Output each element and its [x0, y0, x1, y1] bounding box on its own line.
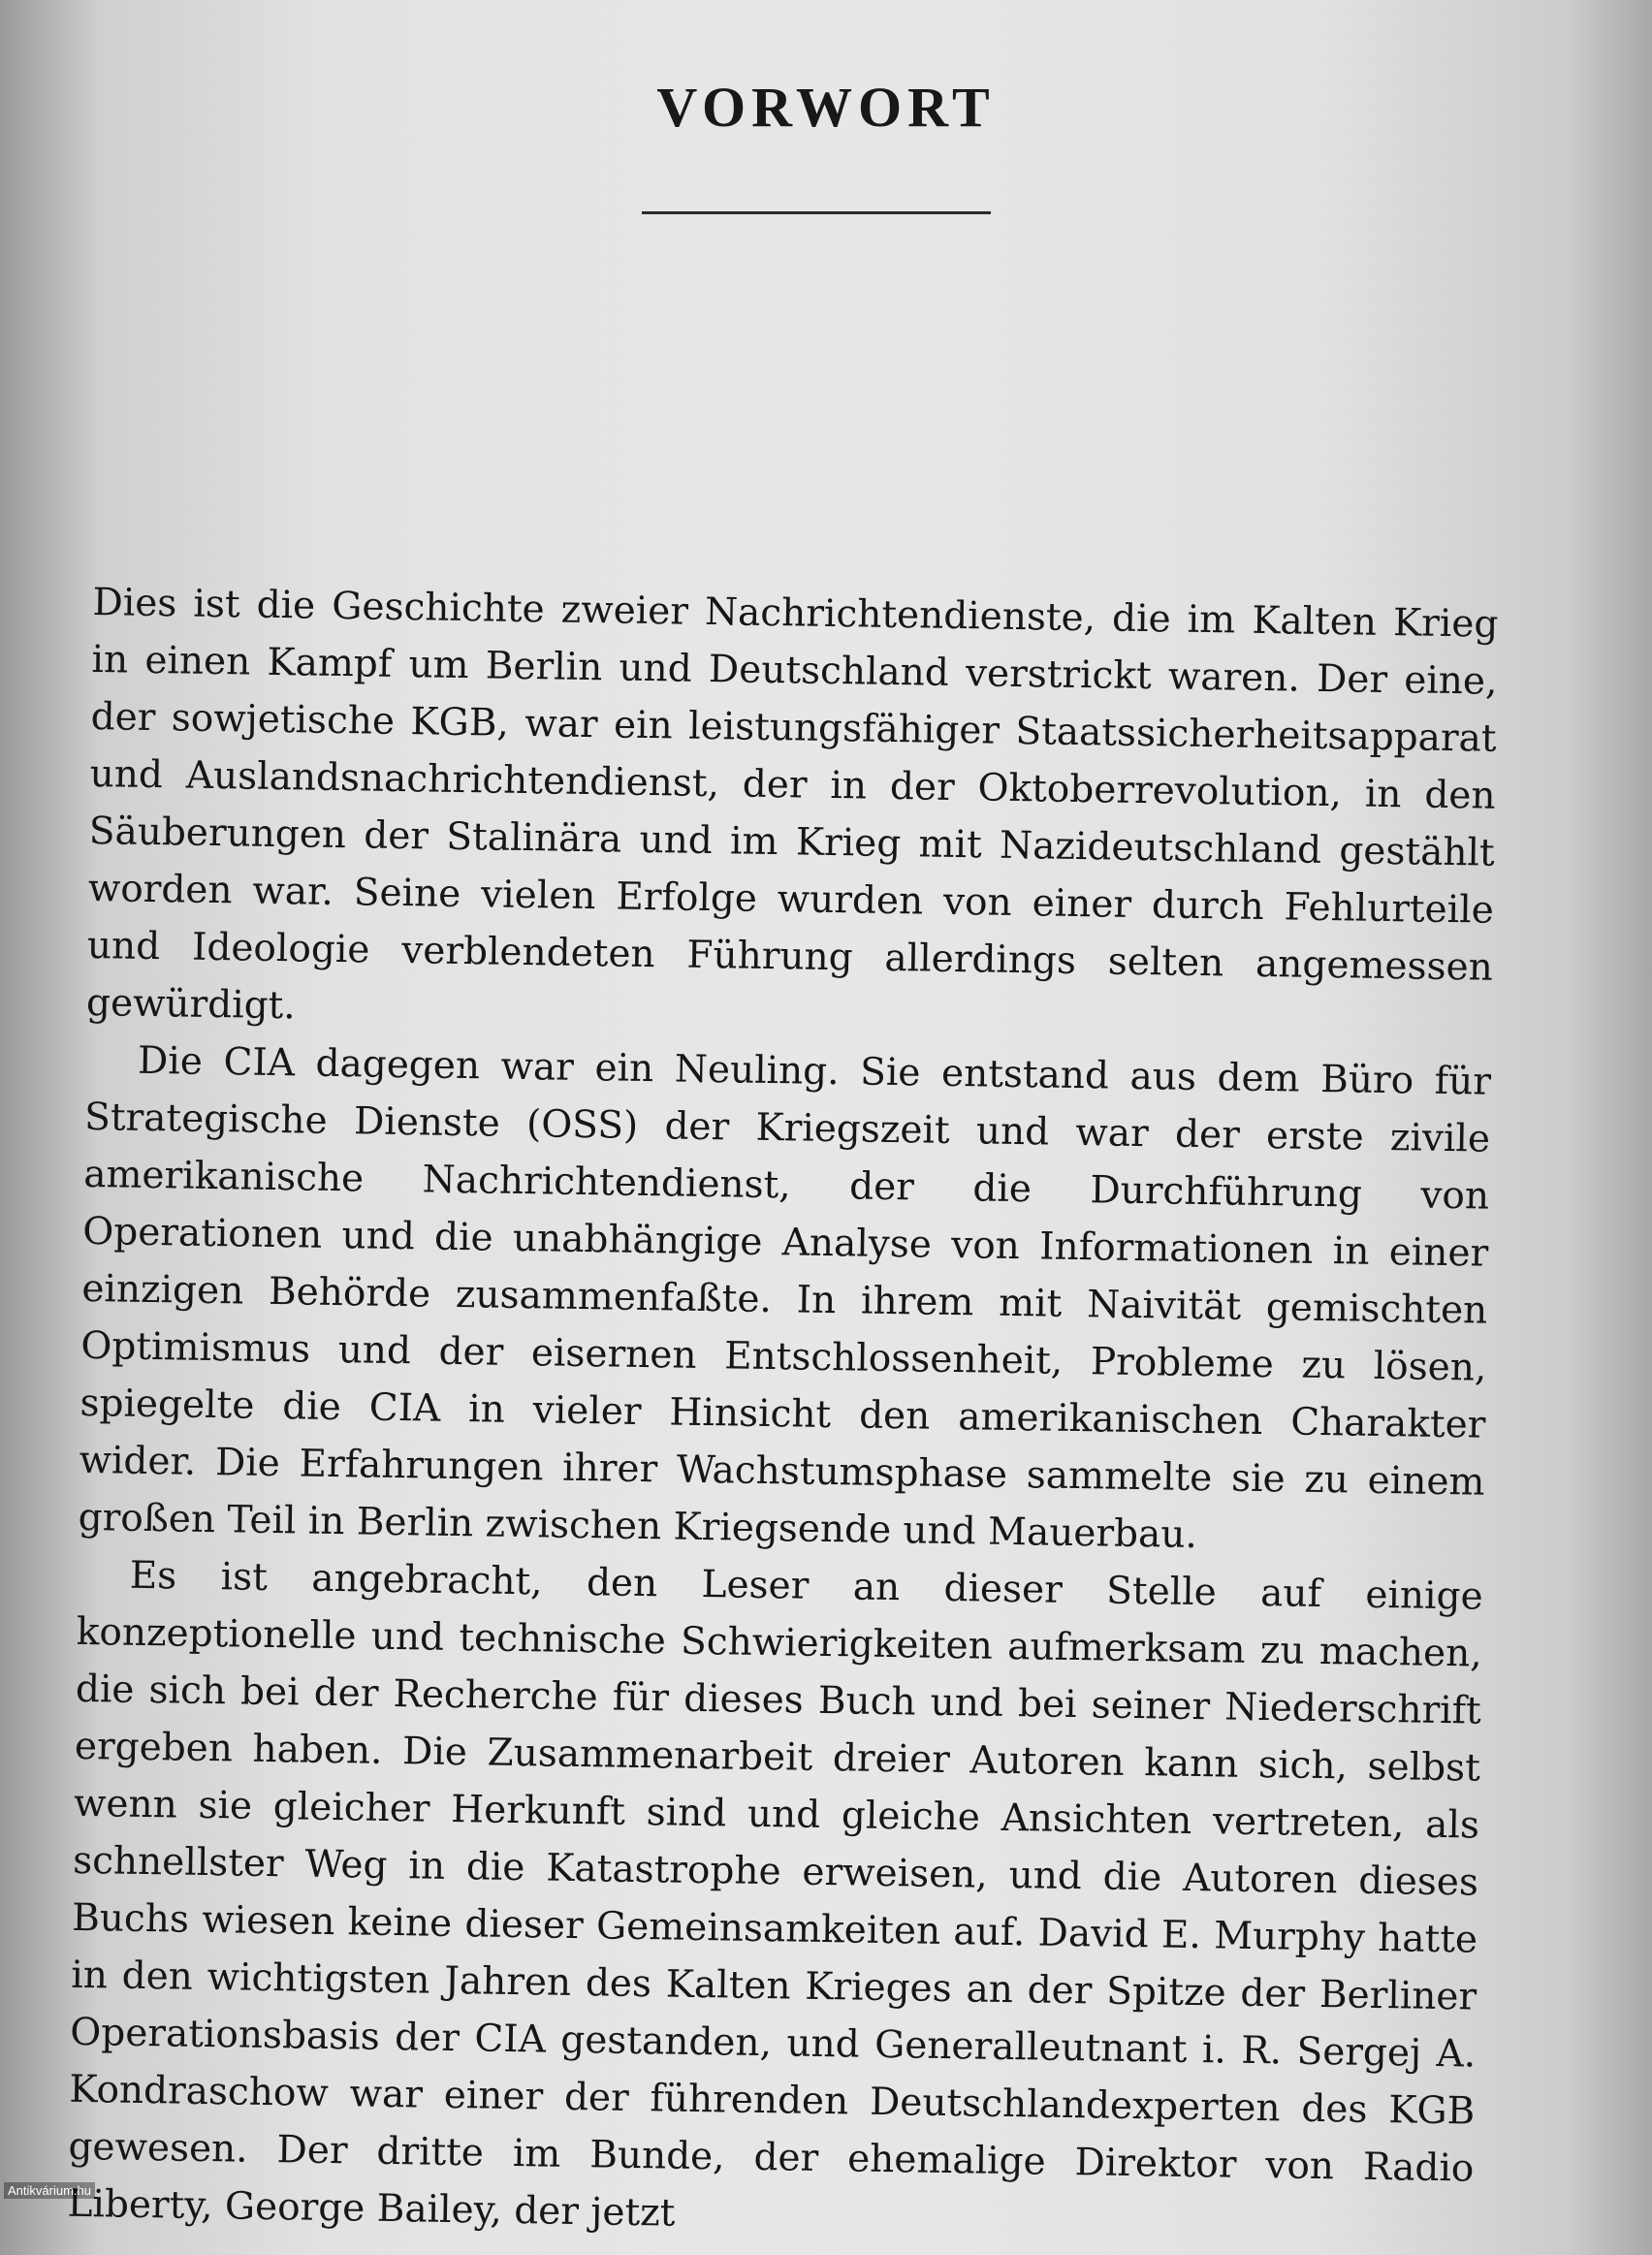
title-divider — [642, 211, 991, 214]
paragraph-1: Dies ist die Geschichte zweier Nachrichtendienste, die im Kalten Krieg in einen Kampf um Berlin und Deutschland verstrickt waren. Der eine, der sowjetische KGB, war ein leistungsfähiger Staatssicherheitsapparat und Auslandsnachrichtendienst, der in der Oktoberrevolution, in den Säuberungen der Stalinära und im Krieg mit Nazideutschland gestählt worden war. Seine vielen Erfolge wurden von einer durch Fehlurteile und Ideologie verblendeten Führung allerdings selten angemessen gewürdigt. — [85, 580, 1499, 1029]
paragraph-2: Die CIA dagegen war ein Neuling. Sie entstand aus dem Büro für Strategische Dienste (OSS) der Kriegszeit und war der erste zivile amerikanische Nachrichtendienst, der die Durchführung von Operationen und die unabhängige Analyse von Informationen in einer einzigen Behörde zusammenfaßte. In ihrem mit Naivität gemischten Optimismus und der eisernen Entschlossenheit, Probleme zu lösen, spiegelte die CIA in vieler Hinsicht den amerikanischen Charakter wider. Die Erfahrungen ihrer Wachstumsphase sammelte sie zu einem großen Teil in Berlin zwischen Kriegsende und Mauerbau. — [78, 1038, 1492, 1558]
watermark-label: Antikvárium.hu — [4, 2182, 95, 2199]
paragraph-3: Es ist angebracht, den Leser an dieser Stelle auf einige konzeptionelle und technische Schwierigkeiten aufmerksam zu machen, die sich bei der Recherche für dieses Buch und bei seiner Niederschrift ergeben haben. Die Zusammenarbeit dreier Autoren kann sich, selbst wenn sie gleicher Herkunft sind und gleiche Ansichten vertreten, als schnellster Weg in die Katastrophe erweisen, und die Autoren dieses Buchs wiesen keine dieser Gemeinsamkeiten auf. David E. Murphy hatte in den wichtigsten Jahren des Kalten Krieges an der Spitze der Berliner Operationsbasis der CIA gestanden, und Generalleutnant i. R. Sergej A. Kondraschow war einer der führenden Deutschlandexperten des KGB gewesen. Der dritte im Bunde, der ehemalige Direktor von Radio Liberty, George Bailey, der jetzt — [67, 1553, 1483, 2236]
chapter-title: VORWORT — [656, 75, 996, 139]
body-text — [67, 574, 1499, 2255]
